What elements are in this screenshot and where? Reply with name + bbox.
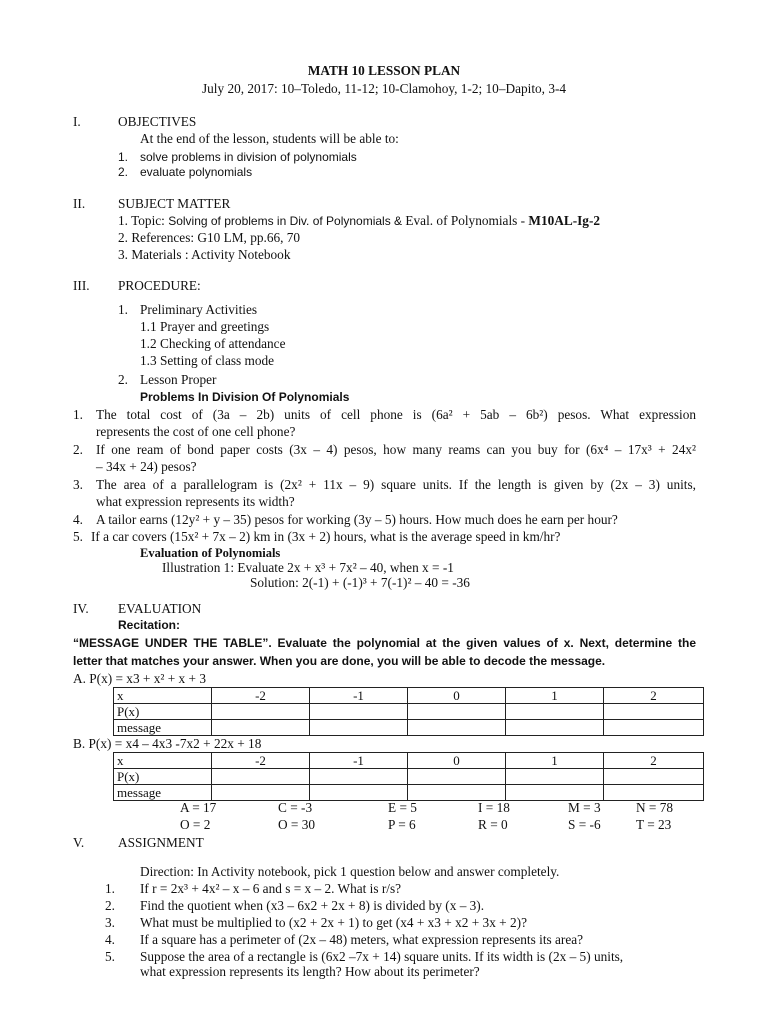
assignment-heading: ASSIGNMENT (118, 835, 204, 850)
legend-s: S = -6 (568, 817, 601, 832)
table-b-row-px (114, 769, 704, 785)
legend-c: C = -3 (278, 800, 313, 815)
x-value: -1 (310, 753, 408, 769)
answer-cell[interactable] (212, 769, 310, 785)
assignment-item-5-line-2: what expression represents its length? How about its perimeter? (140, 964, 480, 979)
problem-2-line-1: If one ream of bond paper costs (3x – 4) pesos, how many reams can you buy for (6x⁴ – 17x³ + 24x² (96, 442, 696, 457)
objectives-heading: OBJECTIVES (118, 114, 197, 129)
assignment-num-2: 2. (105, 898, 115, 913)
prelim-title: Preliminary Activities (140, 302, 258, 317)
answer-cell[interactable] (310, 769, 408, 785)
problem-3-line-1: The area of a parallelogram is (2x² + 11x – 9) square units. If the length is given by (2x – 3) units, (96, 477, 696, 492)
page-subtitle: July 20, 2017: 10–Toledo, 11-12; 10-Clamohoy, 1-2; 10–Dapito, 3-4 (201, 81, 567, 96)
legend-t: T = 23 (636, 817, 672, 832)
problem-1-line-1: The total cost of (3a – 2b) units of cell phone is (6a² + 5ab – 6b²) pesos. What expression (96, 407, 696, 422)
problem-3-line-2: what expression represents its width? (96, 494, 295, 509)
recitation-label: Recitation: (118, 618, 181, 632)
message-cell[interactable] (506, 720, 604, 736)
assignment-direction: Direction: In Activity notebook, pick 1 question below and answer completely. (140, 864, 560, 879)
x-value: 2 (604, 753, 704, 769)
answer-cell[interactable] (506, 704, 604, 720)
table-a (113, 687, 704, 736)
row-label-x: x (114, 688, 212, 704)
subject-materials (118, 246, 290, 263)
row-label-px: P(x) (114, 769, 212, 785)
legend-e: E = 5 (388, 800, 417, 815)
problem-num-2: 2. (73, 442, 83, 457)
x-value: -1 (310, 688, 408, 704)
prelim-sub-3: 1.3 Setting of class mode (140, 353, 275, 368)
table-b-label: B. P(x) = x4 – 4x3 -7x2 + 22x + 18 (73, 736, 262, 751)
problem-num-5: 5. (73, 529, 83, 544)
table-a-row-px (114, 704, 704, 720)
eval-polynomials-heading: Evaluation of Polynomials (140, 546, 281, 560)
objective-item-1: solve problems in division of polynomials (140, 150, 357, 164)
assignment-num-5: 5. (105, 949, 115, 964)
legend-a: A = 17 (180, 800, 217, 815)
table-a-row-x (114, 688, 704, 704)
x-value: 0 (408, 753, 506, 769)
legend-i: I = 18 (478, 800, 510, 815)
assignment-item-3: What must be multiplied to (x2 + 2x + 1) to get (x4 + x3 + x2 + 3x + 2)? (140, 915, 527, 930)
table-b-row-x (114, 753, 704, 769)
instructions-line-1: “MESSAGE UNDER THE TABLE”. Evaluate the polynomial at the given values of x. Next, determine the (73, 636, 696, 650)
assignment-numeral: V. (73, 835, 85, 850)
topic-text: Solving of problems in Div. of Polynomials & (168, 214, 406, 228)
table-a-row-message (114, 720, 704, 736)
answer-cell[interactable] (212, 704, 310, 720)
objective-num-1: 1. (118, 150, 129, 164)
message-cell[interactable] (310, 720, 408, 736)
lesson-num: 2. (118, 372, 128, 387)
answer-cell[interactable] (408, 704, 506, 720)
x-value: 1 (506, 753, 604, 769)
row-label-message: message (114, 785, 212, 801)
problem-5-line-1: If a car covers (15x² + 7x – 2) km in (3x + 2) hours, what is the average speed in km/hr? (91, 529, 561, 544)
topic-num: 1. (118, 213, 128, 228)
row-label-message: message (114, 720, 212, 736)
prelim-sub-2: 1.2 Checking of attendance (140, 336, 286, 351)
problem-num-4: 4. (73, 512, 83, 527)
problems-heading: Problems In Division Of Polynomials (140, 390, 350, 404)
answer-cell[interactable] (408, 769, 506, 785)
x-value: 2 (604, 688, 704, 704)
topic-label: Topic: (131, 213, 169, 228)
ref-text: References: G10 LM, pp.66, 70 (131, 230, 301, 245)
table-a-label: A. P(x) = x3 + x² + x + 3 (73, 671, 206, 686)
subject-numeral: II. (73, 196, 86, 211)
table-b (113, 752, 704, 801)
message-cell[interactable] (604, 720, 704, 736)
evaluation-numeral: IV. (73, 601, 89, 616)
prelim-num: 1. (118, 302, 128, 317)
answer-cell[interactable] (506, 769, 604, 785)
legend-p: P = 6 (388, 817, 416, 832)
assignment-item-1: If r = 2x³ + 4x² – x – 6 and s = x – 2. What is r/s? (140, 881, 402, 896)
message-cell[interactable] (212, 720, 310, 736)
mat-num: 3. (118, 247, 128, 262)
problem-num-1: 1. (73, 407, 83, 422)
legend-n: N = 78 (636, 800, 674, 815)
row-label-px: P(x) (114, 704, 212, 720)
subject-references (118, 229, 300, 246)
assignment-num-1: 1. (105, 881, 115, 896)
problem-2-line-2: – 34x + 24) pesos? (96, 459, 197, 474)
objectives-numeral: I. (73, 114, 81, 129)
assignment-num-3: 3. (105, 915, 115, 930)
assignment-item-5-line-1: Suppose the area of a rectangle is (6x2 –7x + 14) square units. If its width is (2x – 5) units, (140, 949, 624, 964)
legend-r: R = 0 (478, 817, 508, 832)
assignment-item-2: Find the quotient when (x3 – 6x2 + 2x + 8) is divided by (x – 3). (140, 898, 485, 913)
legend-m: M = 3 (568, 800, 601, 815)
mat-text: Materials : Activity Notebook (131, 247, 291, 262)
topic-text-2: Eval. of Polynomials - (405, 213, 529, 228)
x-value: 0 (408, 688, 506, 704)
assignment-item-4: If a square has a perimeter of (2x – 48) meters, what expression represents its area? (140, 932, 584, 947)
topic-code: M10AL-Ig-2 (528, 213, 601, 228)
illustration-text: Illustration 1: Evaluate 2x + x³ + 7x² – 40, when x = -1 (162, 560, 454, 575)
x-value: -2 (212, 753, 310, 769)
message-cell[interactable] (408, 720, 506, 736)
objective-item-2: evaluate polynomials (140, 165, 253, 179)
prelim-sub-1: 1.1 Prayer and greetings (140, 319, 270, 334)
solution-text: Solution: 2(-1) + (-1)³ + 7(-1)² – 40 = -36 (250, 575, 470, 590)
answer-cell[interactable] (310, 704, 408, 720)
answer-cell[interactable] (604, 704, 704, 720)
legend-o2: O = 30 (278, 817, 316, 832)
lesson-title: Lesson Proper (140, 372, 217, 387)
procedure-heading: PROCEDURE: (118, 278, 201, 293)
subject-topic (118, 212, 600, 230)
objective-num-2: 2. (118, 165, 129, 179)
problem-4-line-1: A tailor earns (12y² + y – 35) pesos for working (3y – 5) hours. How much does he earn per hour? (96, 512, 618, 527)
problem-1-line-2: represents the cost of one cell phone? (96, 424, 296, 439)
assignment-num-4: 4. (105, 932, 115, 947)
problem-num-3: 3. (73, 477, 83, 492)
subject-heading: SUBJECT MATTER (118, 196, 231, 211)
page-title: MATH 10 LESSON PLAN (307, 63, 461, 78)
procedure-numeral: III. (73, 278, 90, 293)
row-label-x: x (114, 753, 212, 769)
ref-num: 2. (118, 230, 128, 245)
answer-cell[interactable] (604, 769, 704, 785)
x-value: 1 (506, 688, 604, 704)
instructions-line-2: letter that matches your answer. When you are done, you will be able to decode the message. (73, 654, 606, 668)
evaluation-heading: EVALUATION (118, 601, 202, 616)
x-value: -2 (212, 688, 310, 704)
legend-o1: O = 2 (180, 817, 211, 832)
objectives-intro: At the end of the lesson, students will be able to: (140, 131, 399, 146)
